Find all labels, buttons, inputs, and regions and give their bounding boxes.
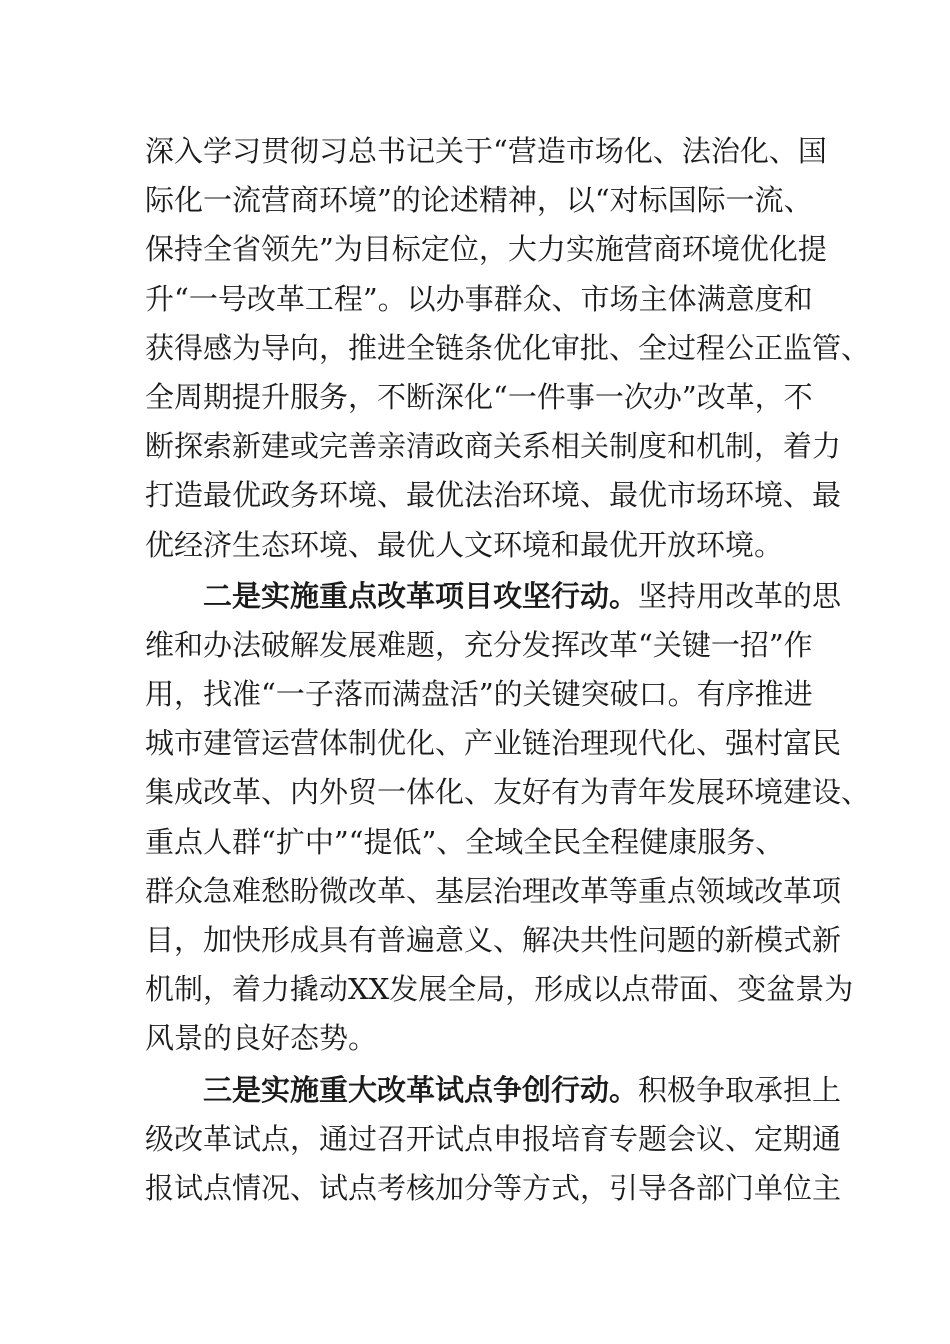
paragraph-2 bbox=[145, 572, 871, 1064]
text-line: 城市建管运营体制优化、产业链治理现代化、强村富民 bbox=[145, 726, 842, 761]
text-line: 全周期提升服务，不断深化“一件事一次办”改革，不 bbox=[145, 379, 813, 414]
document-body bbox=[145, 127, 871, 1213]
text-line: 报试点情况、试点考核加分等方式，引导各部门单位主 bbox=[145, 1170, 842, 1205]
text-line: 深入学习贯彻习总书记关于“营造市场化、法治化、国 bbox=[145, 134, 827, 168]
text-line: 获得感为导向，推进全链条优化审批、全过程公正监管、 bbox=[145, 330, 871, 365]
text-line: 维和办法破解发展难题，充分发挥改革“关键一招”作 bbox=[145, 627, 813, 662]
text-line: 打造最优政务环境、最优法治环境、最优市场环境、最 bbox=[145, 478, 842, 513]
paragraph-3 bbox=[145, 1066, 842, 1214]
text-line: 优经济生态环境、最优人文环境和最优开放环境。 bbox=[145, 527, 784, 562]
text-line: 断探索新建或完善亲清政商关系相关制度和机制，着力 bbox=[145, 429, 842, 464]
text-line: 机制，着力撬动XX发展全局，形成以点带面、变盆景为 bbox=[145, 972, 854, 1007]
text-line: 级改革试点，通过召开试点申报培育专题会议、定期通 bbox=[145, 1121, 842, 1156]
text-line: 风景的良好态势。 bbox=[145, 1021, 378, 1056]
text-line: 保持全省领先”为目标定位，大力实施营商环境优化提 bbox=[145, 232, 827, 267]
paragraph-first-line bbox=[145, 1066, 842, 1115]
text-line: 重点人群“扩中”“提低”、全域全民全程健康服务、 bbox=[145, 824, 785, 859]
text-line: 际化一流营商环境”的论述精神，以“对标国际一流、 bbox=[145, 183, 813, 218]
heading-continuation: 积极争取承担上 bbox=[638, 1072, 842, 1107]
text-line: 用，找准“一子落而满盘活”的关键突破口。有序推进 bbox=[145, 677, 813, 712]
text-line: 升“一号改革工程”。以办事群众、市场主体满意度和 bbox=[145, 281, 813, 316]
text-line: 目，加快形成具有普遍意义、解决共性问题的新模式新 bbox=[145, 923, 842, 957]
heading-continuation: 坚持用改革的思 bbox=[638, 578, 842, 613]
text-line: 集成改革、内外贸一体化、友好有为青年发展环境建设、 bbox=[145, 775, 871, 810]
text-line: 群众急难愁盼微改革、基层治理改革等重点领域改革项 bbox=[145, 873, 842, 908]
paragraph-first-line bbox=[145, 572, 842, 621]
paragraph-heading: 三是实施重大改革试点争创行动。 bbox=[203, 1072, 639, 1107]
paragraph-heading: 二是实施重点改革项目攻坚行动。 bbox=[203, 578, 639, 613]
paragraph-1 bbox=[145, 127, 871, 570]
